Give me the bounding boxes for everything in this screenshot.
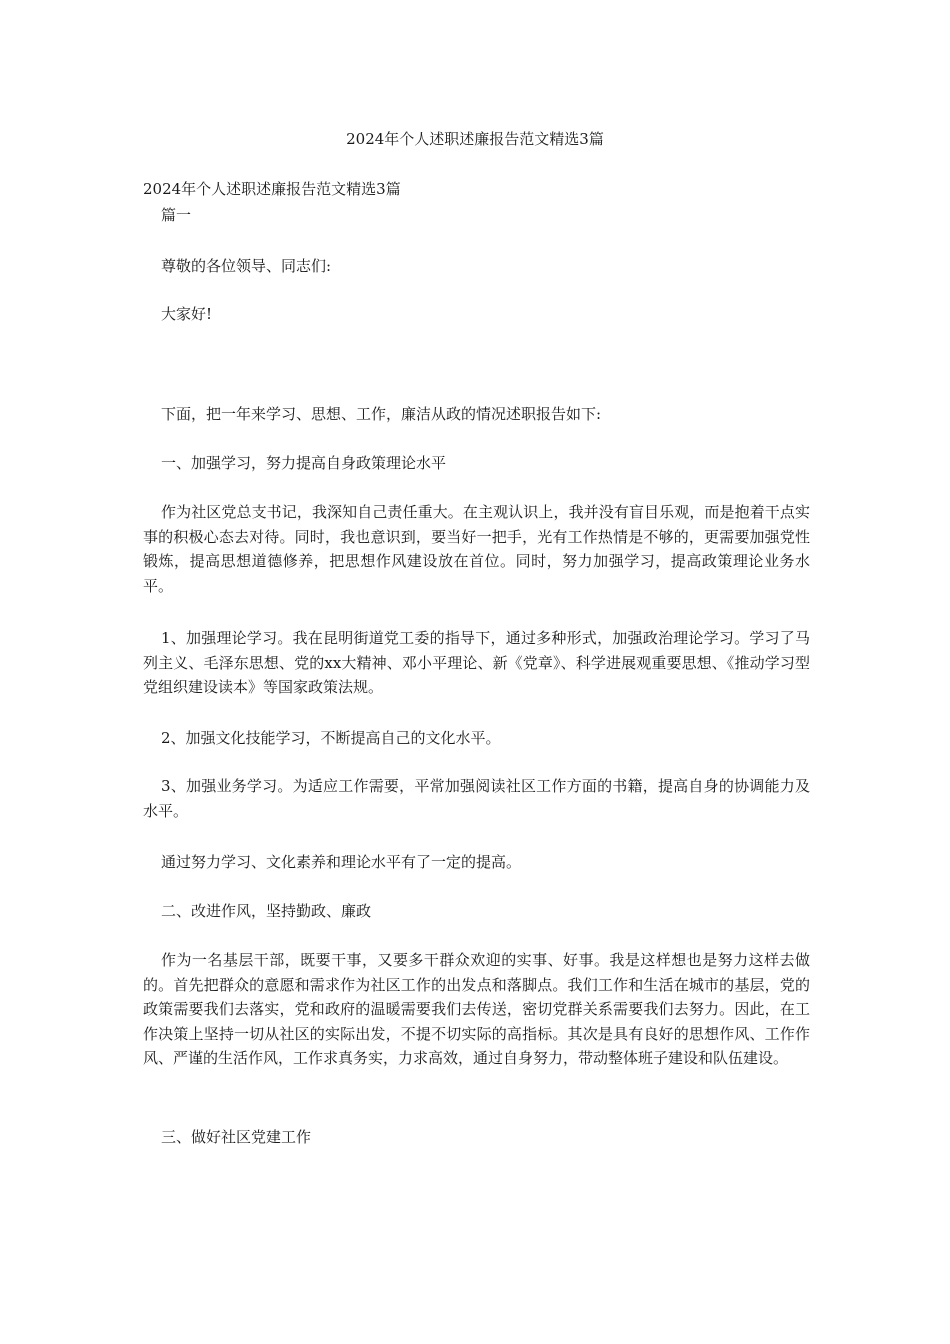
paragraph-body: 作为社区党总支书记，我深知自己责任重大。在主观认识上，我并没有盲目乐观，而是抱着干点实事的积极心态去对待。同时，我也意识到，要当好一把手，光有工作热情是不够的，更需要加强党性锻炼，提高思想道德修养，把思想作风建设放在首位。同时，努力加强学习，提高政策理论业务水平。: [143, 503, 810, 595]
paragraph-intro: 下面，把一年来学习、思想、工作，廉洁从政的情况述职报告如下:: [161, 405, 602, 423]
heading-section-2: 二、改进作风，坚持勤政、廉政: [161, 902, 372, 920]
document-subtitle: 2024年个人述职述廉报告范文精选3篇: [143, 180, 401, 198]
paragraph-greeting: 大家好!: [161, 305, 213, 323]
heading-section-1: 一、加强学习，努力提高自身政策理论水平: [161, 454, 447, 472]
heading-section-3: 三、做好社区党建工作: [161, 1128, 312, 1146]
paragraph-body: 3、加强业务学习。为适应工作需要，平常加强阅读社区工作方面的书籍，提高自身的协调能力及水平。: [143, 777, 810, 820]
document-title: 2024年个人述职述廉报告范文精选3篇: [346, 130, 604, 148]
paragraph-section-label: 篇一: [161, 206, 192, 224]
paragraph-body: 作为一名基层干部，既要干事，又要多干群众欢迎的实事、好事。我是这样想也是努力这样去做的。首先把群众的意愿和需求作为社区工作的出发点和落脚点。我们工作和生活在城市的基层，党的政策需要我们去落实，党和政府的温暖需要我们去传送，密切党群关系需要我们去努力。因此，在工作决策上坚持一切从社区的实际出发，不提不切实际的高指标。其次是具有良好的思想作风、工作作风、严谨的生活作风，工作求真务实，力求高效，通过自身努力，带动整体班子建设和队伍建设。: [143, 951, 810, 1067]
paragraph-body: 1、加强理论学习。我在昆明街道党工委的指导下，通过多种形式，加强政治理论学习。学习了马列主义、毛泽东思想、党的xx大精神、邓小平理论、新《党章》、科学进展观重要思想、《推动学习型党组织建设读本》等国家政策法规。: [143, 629, 810, 696]
paragraph-salutation: 尊敬的各位领导、同志们:: [161, 257, 332, 275]
paragraph-body: 通过努力学习、文化素养和理论水平有了一定的提高。: [161, 853, 522, 871]
paragraph-body: 2、加强文化技能学习，不断提高自己的文化水平。: [161, 729, 501, 747]
